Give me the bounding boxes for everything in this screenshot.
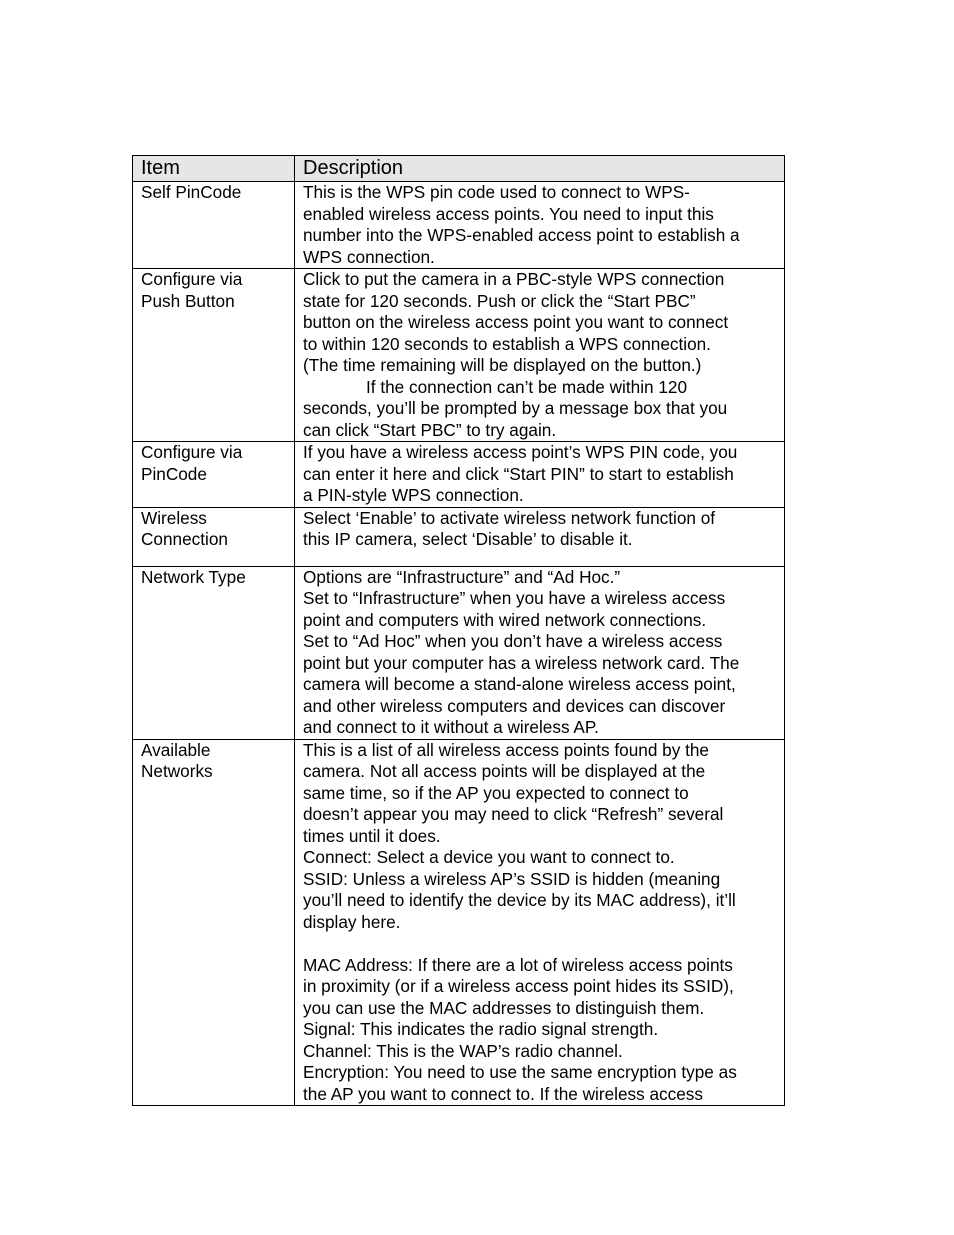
description-line: this IP camera, select ‘Disable’ to disable it. <box>303 529 633 549</box>
description-line: a PIN-style WPS connection. <box>303 485 524 505</box>
description-line: Set to “Ad Hoc” when you don’t have a wireless access <box>303 631 723 651</box>
table-header-row <box>133 156 785 182</box>
settings-table <box>132 155 785 1106</box>
description-line: WPS connection. <box>303 246 435 267</box>
table-row <box>133 739 785 1106</box>
item-cell <box>133 739 295 1106</box>
item-text: Wireless <box>141 507 207 528</box>
item-text: Configure via <box>141 442 243 462</box>
item-text: Connection <box>141 529 228 549</box>
description-line: enabled wireless access points. You need to input this <box>303 203 714 224</box>
item-text: Configure via <box>141 269 243 289</box>
item-cell <box>133 566 295 739</box>
description-line: in proximity (or if a wireless access point hides its SSID), <box>303 976 734 996</box>
description-line: SSID: Unless a wireless AP’s SSID is hidden (meaning <box>303 868 721 889</box>
description-line: Encryption: You need to use the same encryption type as <box>303 1062 737 1082</box>
description-line: MAC Address: If there are a lot of wireless access points <box>303 954 733 975</box>
description-line: you can use the MAC addresses to distinguish them. <box>303 997 705 1018</box>
description-line: seconds, you’ll be prompted by a message box that you <box>303 398 728 418</box>
description-line: point but your computer has a wireless network card. The <box>303 652 740 673</box>
table-row <box>133 507 785 566</box>
header-description: Description <box>295 156 785 182</box>
description-cell <box>295 739 785 1106</box>
description-line: Signal: This indicates the radio signal strength. <box>303 1019 659 1039</box>
description-line: This is a list of all wireless access points found by the <box>303 739 709 760</box>
table-row <box>133 182 785 269</box>
header-item: Item <box>133 156 295 182</box>
description-line: Select ‘Enable’ to activate wireless network function of <box>303 507 716 528</box>
description-line: (The time remaining will be displayed on the button.) <box>303 355 702 375</box>
description-line: camera will become a stand-alone wireless access point, <box>303 674 736 694</box>
description-cell <box>295 507 785 566</box>
description-line: times until it does. <box>303 825 441 846</box>
description-line: and connect to it without a wireless AP. <box>303 717 599 737</box>
item-text: Available <box>141 739 211 760</box>
description-line: can click “Start PBC” to try again. <box>303 419 557 440</box>
description-line: to within 120 seconds to establish a WPS connection. <box>303 333 711 354</box>
item-text: Push Button <box>141 290 235 311</box>
description-line: Channel: This is the WAP’s radio channel. <box>303 1040 623 1061</box>
description-line: number into the WPS-enabled access point to establish a <box>303 225 740 245</box>
description-line: doesn’t appear you may need to click “Refresh” several <box>303 804 724 824</box>
description-line: Connect: Select a device you want to connect to. <box>303 847 675 867</box>
description-line: If you have a wireless access point’s WPS PIN code, you <box>303 442 738 462</box>
paragraph-gap <box>303 933 777 955</box>
description-line: If the connection can’t be made within 120 <box>366 376 688 397</box>
item-text: PinCode <box>141 463 207 484</box>
table-row <box>133 566 785 739</box>
description-line: same time, so if the AP you expected to connect to <box>303 782 689 803</box>
item-cell <box>133 442 295 508</box>
item-cell <box>133 269 295 442</box>
description-line: Click to put the camera in a PBC-style WPS connection <box>303 269 725 289</box>
description-cell <box>295 442 785 508</box>
description-line: Set to “Infrastructure” when you have a wireless access <box>303 588 726 608</box>
item-cell <box>133 507 295 566</box>
description-line: camera. Not all access points will be displayed at the <box>303 761 706 781</box>
item-text: Network Type <box>141 566 246 587</box>
description-line: and other wireless computers and devices can discover <box>303 695 726 716</box>
table-row <box>133 442 785 508</box>
description-line: state for 120 seconds. Push or click the “Start PBC” <box>303 290 696 311</box>
description-line: Options are “Infrastructure” and “Ad Hoc.” <box>303 566 621 587</box>
description-line: you’ll need to identify the device by its MAC address), it’ll <box>303 890 736 910</box>
description-line: can enter it here and click “Start PIN” to start to establish <box>303 463 734 484</box>
description-line: button on the wireless access point you want to connect <box>303 312 729 332</box>
description-line: the AP you want to connect to. If the wireless access <box>303 1083 703 1104</box>
item-text: Self PinCode <box>141 182 242 202</box>
table-row <box>133 269 785 442</box>
item-cell <box>133 182 295 269</box>
description-cell <box>295 269 785 442</box>
description-cell <box>295 182 785 269</box>
description-line: display here. <box>303 911 401 932</box>
description-cell <box>295 566 785 739</box>
description-line: point and computers with wired network connections. <box>303 609 707 630</box>
item-text: Networks <box>141 761 213 781</box>
description-line: This is the WPS pin code used to connect to WPS- <box>303 182 690 202</box>
